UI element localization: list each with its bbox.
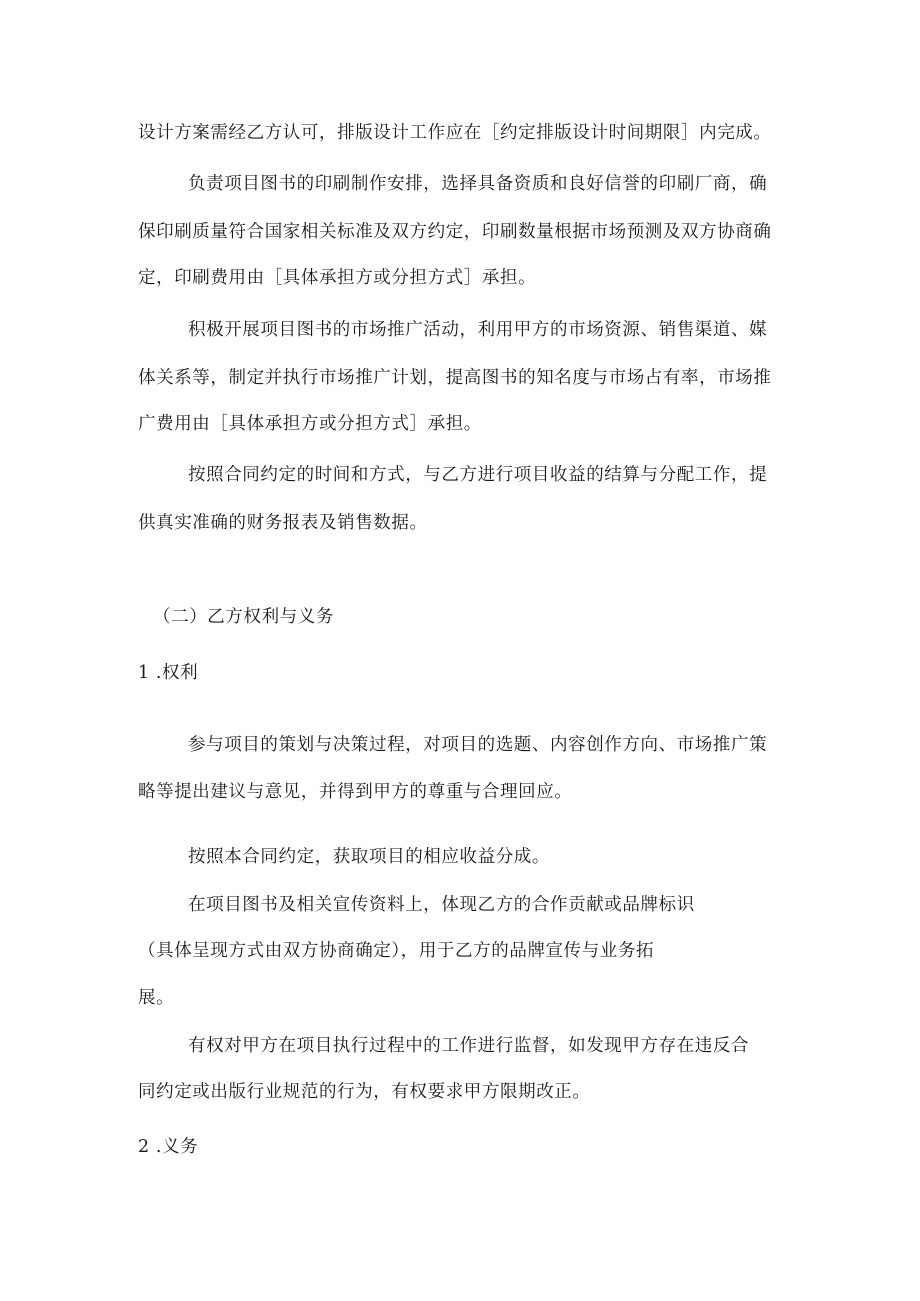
paragraph-line: （具体呈现方式由双方协商确定），用于乙方的品牌宣传与业务拓 — [138, 941, 655, 961]
paragraph-line: 广费用由［具体承担方或分担方式］承担。 — [138, 414, 482, 434]
paragraph-line: 展。 — [138, 988, 175, 1008]
paragraph-line: 同约定或出版行业规范的行为，有权要求甲方限期改正。 — [138, 1082, 591, 1102]
paragraph-line: 略等提出建议与意见，并得到甲方的尊重与合理回应。 — [138, 782, 573, 802]
paragraph-line: 体关系等，制定并执行市场推广计划，提高图书的知名度与市场占有率，市场推 — [138, 368, 772, 388]
paragraph-line: 按照合同约定的时间和方式，与乙方进行项目收益的结算与分配工作，提 — [188, 465, 768, 485]
paragraph-line: 参与项目的策划与决策过程，对项目的选题、内容创作方向、市场推广策 — [188, 735, 768, 755]
paragraph-line: 按照本合同约定，获取项目的相应收益分成。 — [188, 847, 550, 867]
paragraph-line: 积极开展项目图书的市场推广活动，利用甲方的市场资源、销售渠道、媒 — [188, 320, 768, 340]
section-heading: （二）乙方权利与义务 — [153, 607, 334, 627]
subsection-heading: 2 .义务 — [138, 1137, 199, 1157]
paragraph-line: 保印刷质量符合国家相关标准及双方约定，印刷数量根据市场预测及双方协商确 — [138, 222, 772, 242]
paragraph-line: 在项目图书及相关宣传资料上，体现乙方的合作贡献或品牌标识 — [188, 895, 695, 915]
subsection-heading: 1 .权利 — [138, 663, 199, 683]
paragraph-line: 定，印刷费用由［具体承担方或分担方式］承担。 — [138, 268, 537, 288]
paragraph-line: 供真实准确的财务报表及销售数据。 — [138, 513, 428, 533]
paragraph-line: 设计方案需经乙方认可，排版设计工作应在［约定排版设计时间期限］内完成。 — [138, 123, 772, 143]
paragraph-line: 有权对甲方在项目执行过程中的工作进行监督，如发现甲方存在违反合 — [188, 1036, 750, 1056]
paragraph-line: 负责项目图书的印刷制作安排，选择具备资质和良好信誉的印刷厂商，确 — [188, 174, 768, 194]
